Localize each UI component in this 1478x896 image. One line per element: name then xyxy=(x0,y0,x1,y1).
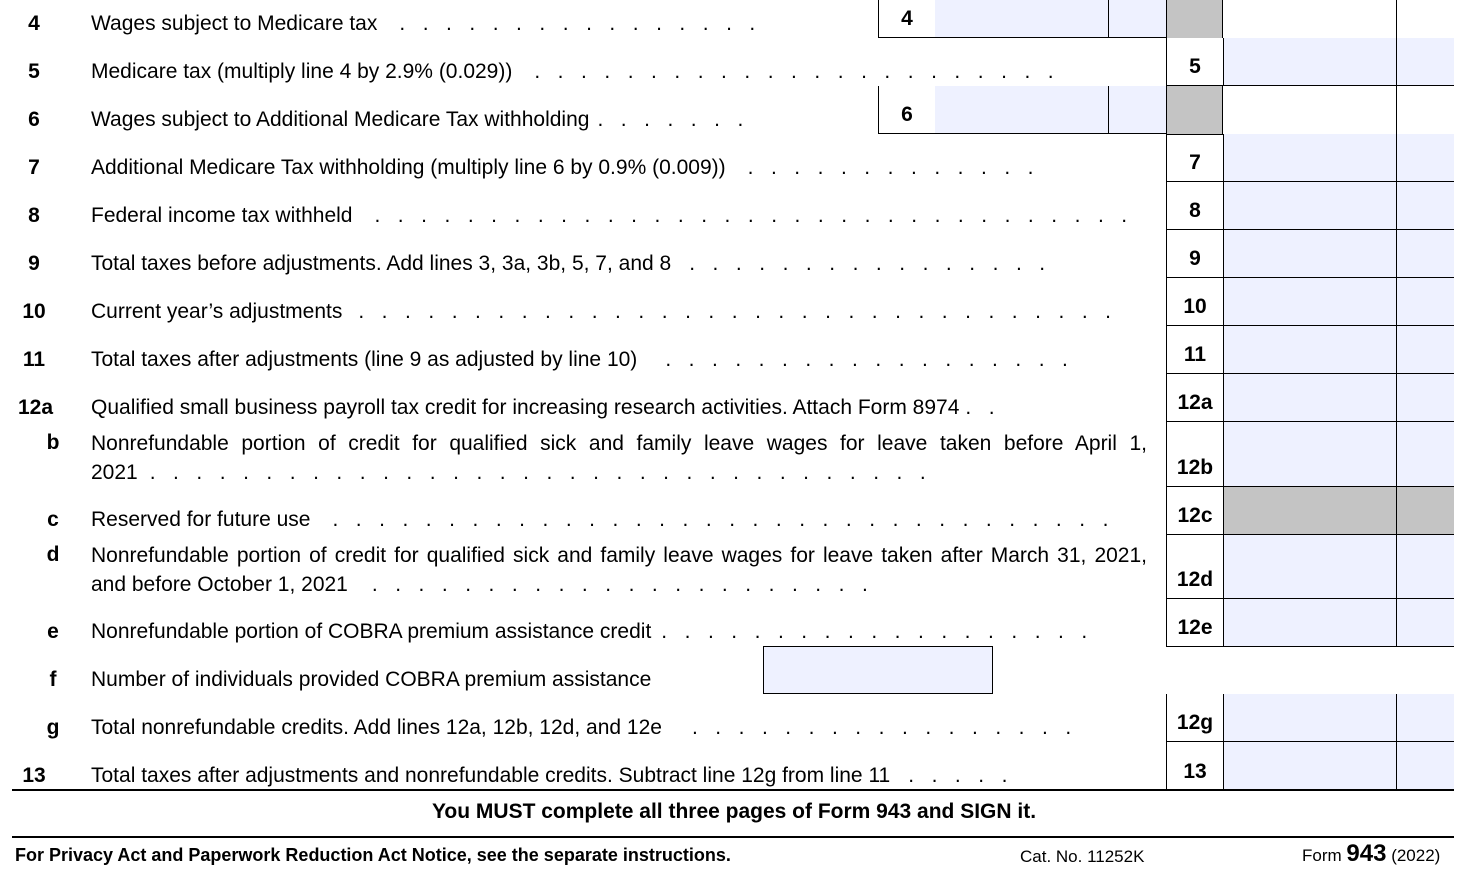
line-11-cents-input[interactable] xyxy=(1396,326,1454,374)
line-label: Total taxes after adjustments and nonrefundable credits. Subtract line 12g from line 11 . . . . . xyxy=(91,764,1008,787)
line-label: Total nonrefundable credits. Add lines 12a, 12b, 12d, and 12e . . . . . . . . . . . . . . . . . xyxy=(91,716,1072,739)
line-12e-amount-input[interactable] xyxy=(1223,599,1396,647)
line-box-label: 7 xyxy=(1166,134,1223,182)
line-box-label: 5 xyxy=(1166,38,1223,86)
line-label: Medicare tax (multiply line 4 by 2.9% (0.029)) . . . . . . . . . . . . . . . . . . . . . . . xyxy=(91,60,1054,83)
line-label: Total taxes after adjustments (line 9 as adjusted by line 10) . . . . . . . . . . . . . . . . . . xyxy=(91,348,1068,371)
line-box-label: 12a xyxy=(1166,374,1223,422)
line-label: Reserved for future use . . . . . . . . . . . . . . . . . . . . . . . . . . . . . . . . . . xyxy=(91,508,1109,531)
shaded-cell xyxy=(1223,487,1396,535)
line-9-cents-input[interactable] xyxy=(1396,230,1454,278)
line-box-label: 8 xyxy=(1166,182,1223,230)
shaded-cell xyxy=(1396,487,1454,535)
line-number: 8 xyxy=(28,204,40,227)
line-number: 10 xyxy=(22,300,46,323)
line-12d-amount-input[interactable] xyxy=(1223,535,1396,599)
footer-divider xyxy=(12,836,1454,838)
line-box-label: 12d xyxy=(1166,535,1223,599)
line-box-label: 13 xyxy=(1166,742,1223,790)
line-12b-amount-input[interactable] xyxy=(1223,422,1396,487)
line-number: 11 xyxy=(22,348,46,371)
line-box-label: 9 xyxy=(1166,230,1223,278)
line-4-amount-input[interactable] xyxy=(935,0,1108,38)
line-box-label: 12g xyxy=(1166,694,1223,742)
line-box-label: 6 xyxy=(878,86,935,134)
line-label: Federal income tax withheld . . . . . . . . . . . . . . . . . . . . . . . . . . . . . . . . . xyxy=(91,204,1128,227)
line-12a-cents-input[interactable] xyxy=(1396,374,1454,422)
line-label: Nonrefundable portion of credit for qualified sick and family leave wages for leave taken after March 31, 2021, and before October 1, 2021 . . . . . . . . . . . . . . . . . . . . . . xyxy=(91,544,1147,596)
form-id: Form 943 (2022) xyxy=(1302,840,1441,867)
line-label: Wages subject to Additional Medicare Tax withholding . . . . . . . xyxy=(91,108,744,131)
divider xyxy=(1396,86,1397,134)
line-4-cents-input[interactable] xyxy=(1108,0,1166,38)
line-10-cents-input[interactable] xyxy=(1396,278,1454,326)
line-box-label: 12c xyxy=(1166,487,1223,535)
line-number: f xyxy=(49,668,57,691)
line-number: b xyxy=(46,431,60,454)
line-10-amount-input[interactable] xyxy=(1223,278,1396,326)
line-number: 4 xyxy=(28,12,40,35)
line-number: 5 xyxy=(28,60,40,83)
line-12g-cents-input[interactable] xyxy=(1396,694,1454,742)
line-5-amount-input[interactable] xyxy=(1223,38,1396,86)
line-number: 6 xyxy=(28,108,40,131)
catalog-number: Cat. No. 11252K xyxy=(1020,847,1145,866)
privacy-notice: For Privacy Act and Paperwork Reduction Act Notice, see the separate instructions. xyxy=(15,845,731,865)
line-label: Nonrefundable portion of credit for qualified sick and family leave wages for leave taken before April 1, 2021 . . . . . . . . . . . . . . . . . . . . . . . . . . . . . . . . . . xyxy=(91,432,1147,484)
line-9-amount-input[interactable] xyxy=(1223,230,1396,278)
section-divider xyxy=(12,789,1454,791)
line-7-amount-input[interactable] xyxy=(1223,134,1396,182)
line-label: Number of individuals provided COBRA premium assistance xyxy=(91,668,652,691)
line-box-label: 11 xyxy=(1166,326,1223,374)
line-12b-cents-input[interactable] xyxy=(1396,422,1454,487)
line-12g-amount-input[interactable] xyxy=(1223,694,1396,742)
shaded-cell xyxy=(1166,86,1223,134)
line-box-label: 10 xyxy=(1166,278,1223,326)
line-box-label: 4 xyxy=(878,0,935,38)
line-6-amount-input[interactable] xyxy=(935,86,1108,134)
line-number: 12a xyxy=(18,396,54,419)
line-12d-cents-input[interactable] xyxy=(1396,535,1454,599)
line-7-cents-input[interactable] xyxy=(1396,134,1454,182)
line-6-cents-input[interactable] xyxy=(1108,86,1166,134)
line-label: Qualified small business payroll tax credit for increasing research activities. Attach Form 8974 . . xyxy=(91,396,995,419)
shaded-cell xyxy=(1166,0,1223,38)
line-label: Nonrefundable portion of COBRA premium assistance credit . . . . . . . . . . . . . . . . . . . xyxy=(91,620,1088,643)
line-number: e xyxy=(47,620,59,643)
line-label: Additional Medicare Tax withholding (multiply line 6 by 0.9% (0.009)) . . . . . . . . . . . . . xyxy=(91,156,1034,179)
line-label: Wages subject to Medicare tax . . . . . . . . . . . . . . . . xyxy=(91,12,756,35)
line-number: 9 xyxy=(28,252,40,275)
line-8-amount-input[interactable] xyxy=(1223,182,1396,230)
line-box-label: 12b xyxy=(1166,422,1223,487)
line-label: Total taxes before adjustments. Add lines 3, 3a, 3b, 5, 7, and 8 . . . . . . . . . . . . . . . . xyxy=(91,252,1046,275)
line-12e-cents-input[interactable] xyxy=(1396,599,1454,647)
line-label: Current year’s adjustments . . . . . . . . . . . . . . . . . . . . . . . . . . . . . . . . . xyxy=(91,300,1111,323)
divider xyxy=(1396,0,1397,38)
line-number: d xyxy=(46,543,60,566)
line-8-cents-input[interactable] xyxy=(1396,182,1454,230)
line-number: g xyxy=(46,716,60,739)
line-number: c xyxy=(47,508,59,531)
line-number: 7 xyxy=(28,156,40,179)
line-11-amount-input[interactable] xyxy=(1223,326,1396,374)
line-5-cents-input[interactable] xyxy=(1396,38,1454,86)
line-number: 13 xyxy=(22,764,46,787)
line-box-label: 12e xyxy=(1166,599,1223,647)
must-complete-notice: You MUST complete all three pages of Form 943 and SIGN it. xyxy=(431,800,1037,823)
line-13-cents-input[interactable] xyxy=(1396,742,1454,790)
line-12a-amount-input[interactable] xyxy=(1223,374,1396,422)
line-12f-count-input[interactable] xyxy=(763,646,993,694)
line-13-amount-input[interactable] xyxy=(1223,742,1396,790)
